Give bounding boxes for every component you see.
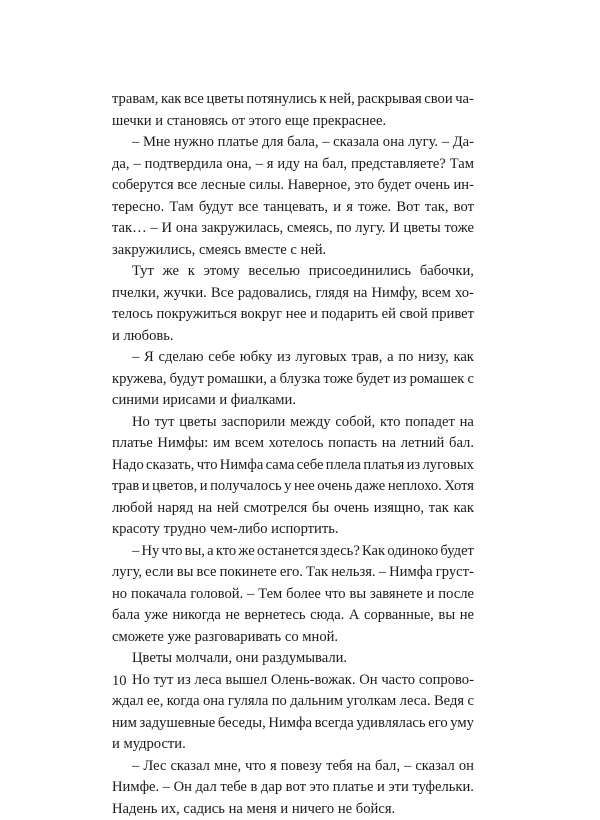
text-line: ждал ее, когда она гуляла по дальним уголкам леса. Ведя с [112,691,474,713]
text-line: – Лес сказал мне, что я повезу тебя на бал, – сказал он [112,756,474,778]
text-line: тересно. Там будут все танцевать, и я тоже. Вот так, вот [112,197,474,219]
text-line: так… – И она закружилась, смеясь, по лугу. И цветы тоже [112,218,474,240]
text-line: и мудрости. [112,734,474,756]
text-line: – Я сделаю себе юбку из луговых трав, а по низу, как [112,347,474,369]
text-line: закружились, смеясь вместе с ней. [112,240,474,262]
text-line: ним задушевные беседы, Нимфа всегда удивлялась его уму [112,713,474,735]
text-line: Но тут из леса вышел Олень-вожак. Он часто сопрово- [112,670,474,692]
text-line: шечки и становясь от этого еще прекраснее. [112,111,474,133]
page-number: 10 [112,671,127,691]
text-line: сможете уже разговаривать со мной. [112,627,474,649]
text-line: лугу, если вы все покинете его. Так нельзя. – Нимфа груст- [112,562,474,584]
text-line: синими ирисами и фиалками. [112,390,474,412]
text-line: соберутся все лесные силы. Наверное, это будет очень ин- [112,175,474,197]
text-line: Надо сказать, что Нимфа сама себе плела платья из луговых [112,455,474,477]
text-line: Нимфе. – Он дал тебе в дар вот это платье и эти туфельки. [112,777,474,799]
text-line: бала уже никогда не вернетесь сюда. А сорванные, вы не [112,605,474,627]
text-line: – Мне нужно платье для бала, – сказала она лугу. – Да- [112,132,474,154]
text-line: травам, как все цветы потянулись к ней, раскрывая свои ча- [112,89,474,111]
text-line: пчелки, жучки. Все радовались, глядя на Нимфу, всем хо- [112,283,474,305]
text-line: Надень их, садись на меня и ничего не бойся. [112,799,474,820]
text-line: Тут же к этому веселью присоединились бабочки, [112,261,474,283]
text-line: – Ну что вы, а кто же останется здесь? Как одиноко будет [112,541,474,563]
text-line: и любовь. [112,326,474,348]
text-line: платье Нимфы: им всем хотелось попасть на летний бал. [112,433,474,455]
text-line: любой наряд на ней смотрелся бы очень изящно, так как [112,498,474,520]
text-line: красоту трудно чем-либо испортить. [112,519,474,541]
text-line: да, – подтвердила она, – я иду на бал, представляете? Там [112,154,474,176]
text-line: Но тут цветы заспорили между собой, кто попадет на [112,412,474,434]
text-line: телось покружиться вокруг нее и подарить ей свой привет [112,304,474,326]
text-line: кружева, будут ромашки, а блузка тоже будет из ромашек с [112,369,474,391]
text-line: трав и цветов, и получалось у нее очень даже неплохо. Хотя [112,476,474,498]
body-text [112,89,474,820]
text-line: Цветы молчали, они раздумывали. [112,648,474,670]
text-line: но покачала головой. – Тем более что вы завянете и после [112,584,474,606]
